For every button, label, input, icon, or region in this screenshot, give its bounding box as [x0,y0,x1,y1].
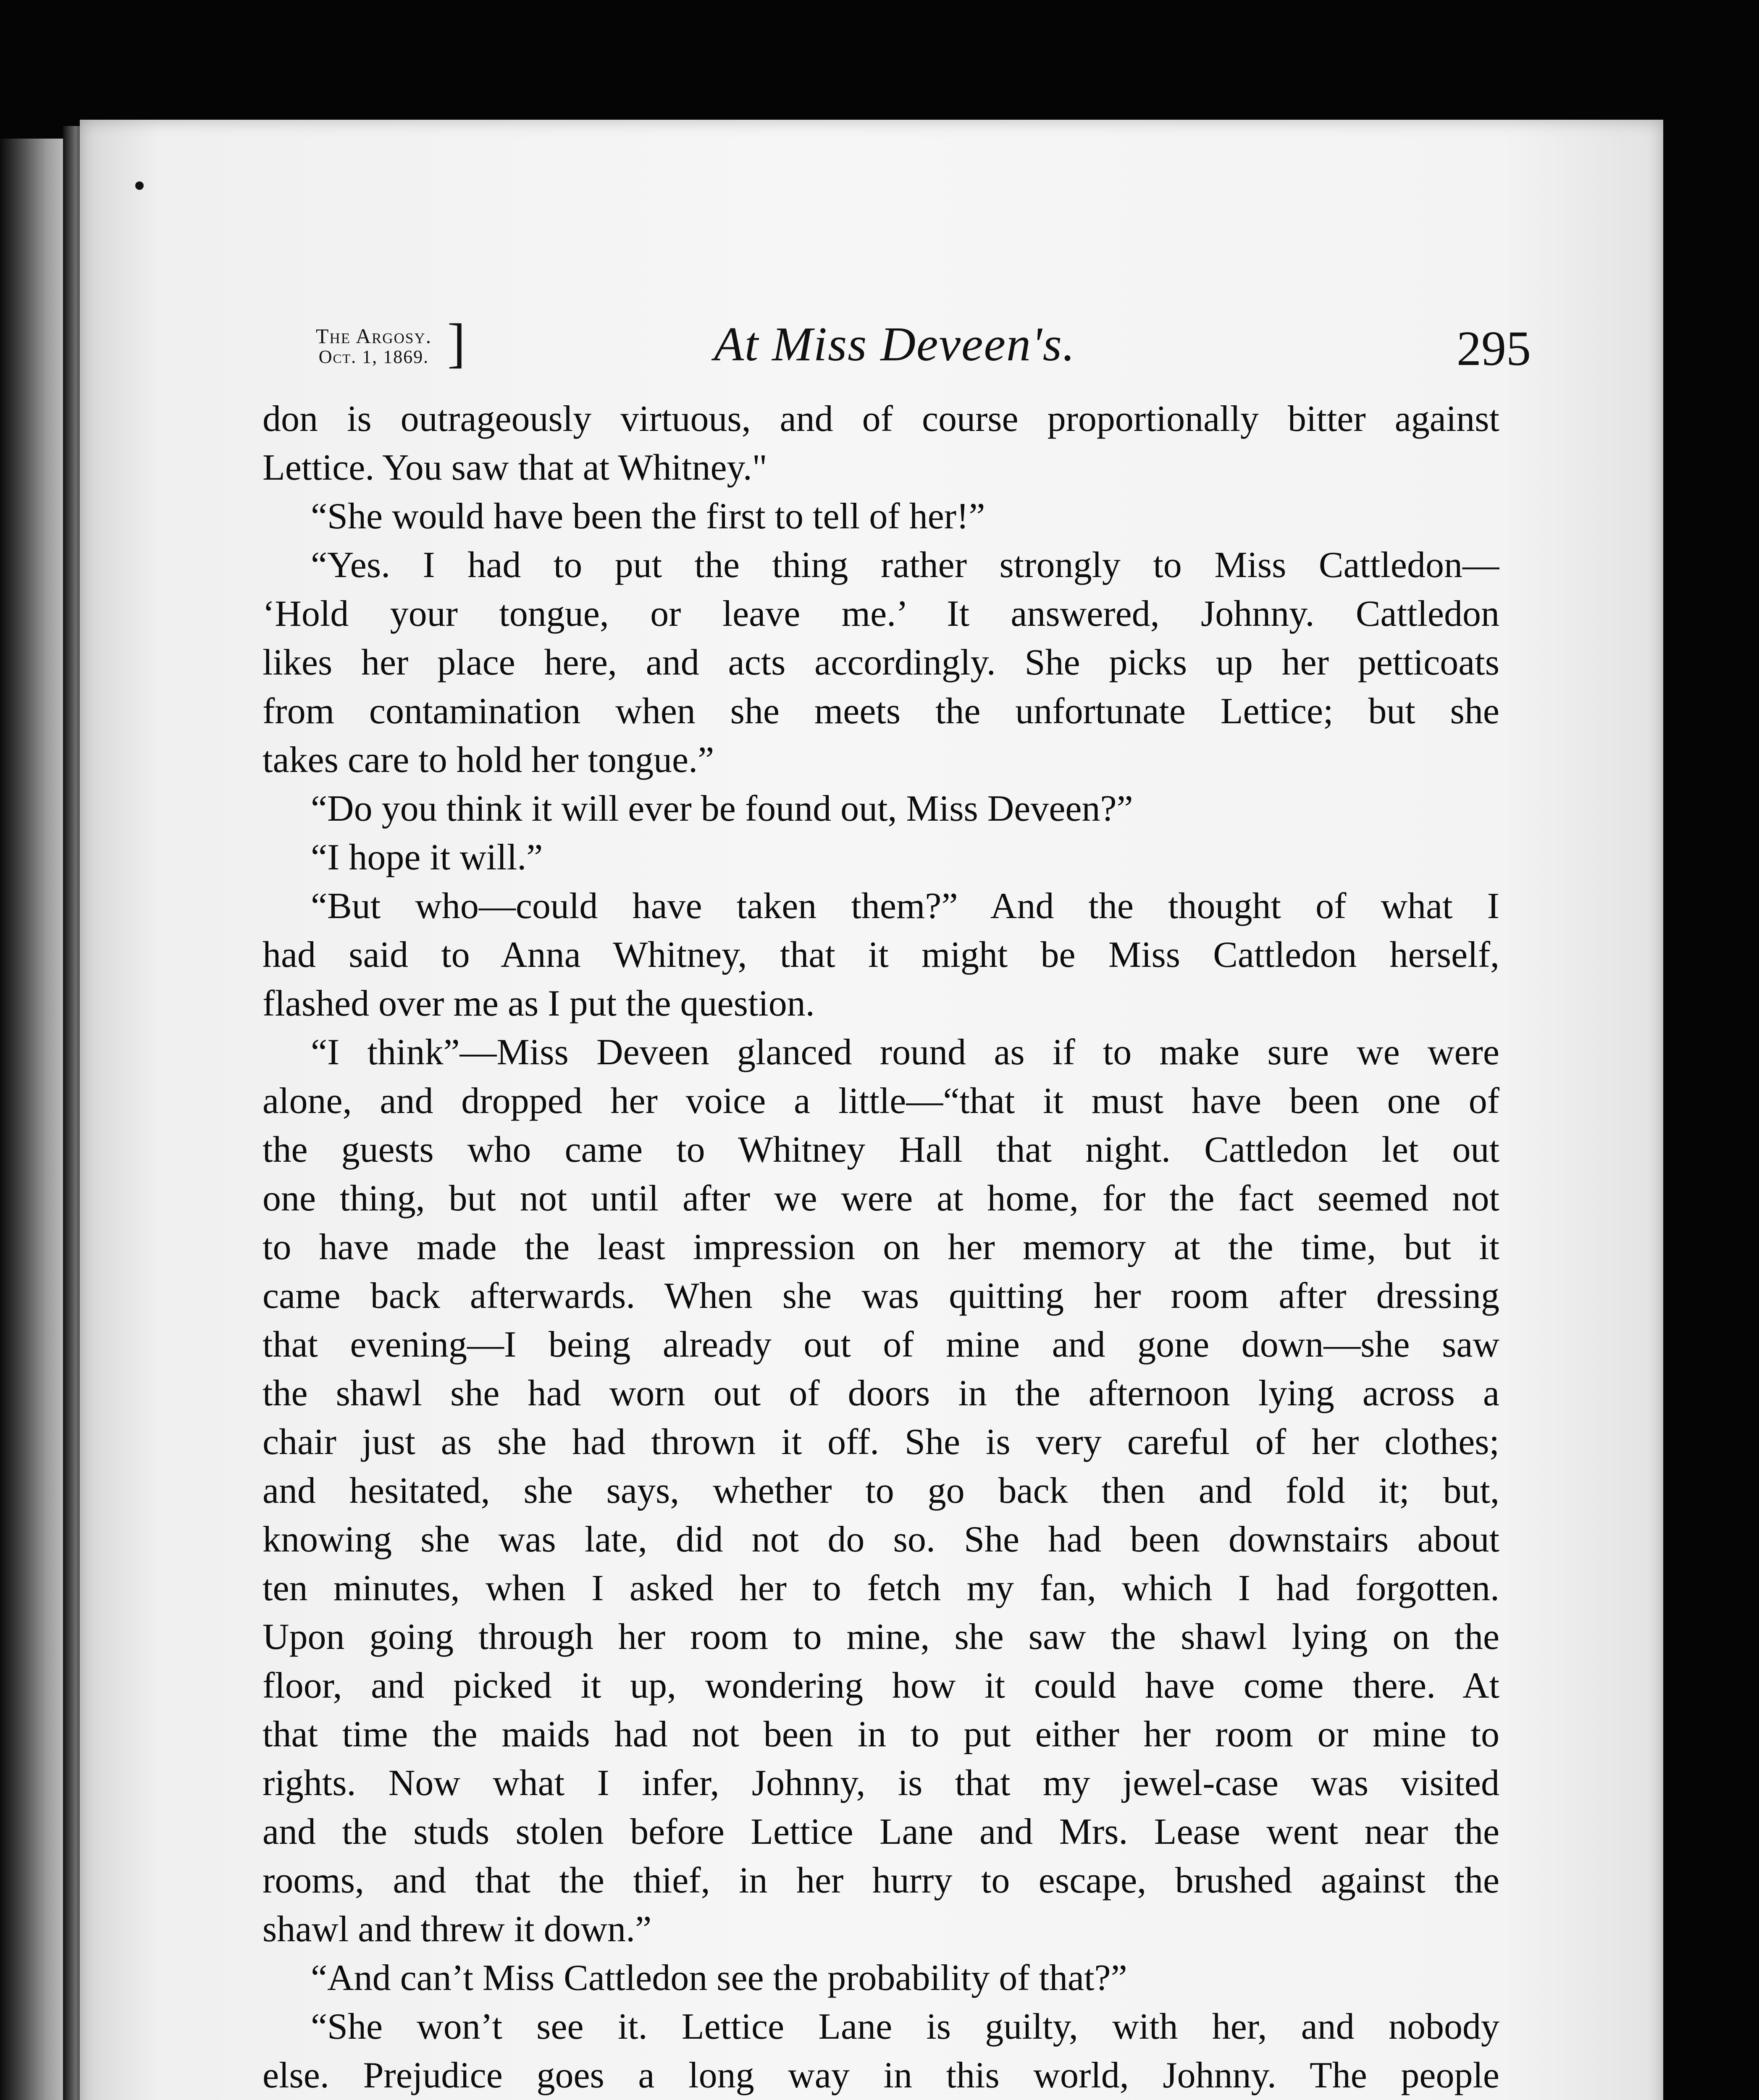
text-line: shawl and threw it down.” [263,1909,652,1950]
text-line: knowing she was late, did not do so. She had been downstairs about [263,1519,1499,1560]
text-line: rooms, and that the thief, in her hurry to escape, brushed against the [263,1860,1499,1901]
text-line: that time the maids had not been in to put either her room or mine to [263,1714,1499,1755]
text-line: from contamination when she meets the unfortunate Lettice; but she [263,691,1499,732]
text-line: one thing, but not until after we were at home, for the fact seemed not [263,1178,1499,1219]
text-line: to have made the least impression on her memory at the time, but it [263,1227,1499,1268]
text-line: “But who—could have taken them?” And the thought of what I [311,886,1499,927]
text-line: the shawl she had worn out of doors in the afternoon lying across a [263,1373,1499,1414]
text-line: and the studs stolen before Lettice Lane and Mrs. Lease went near the [263,1811,1499,1852]
text-line: takes care to hold her tongue.” [263,740,714,780]
periodical-name: The Argosy. [315,324,432,348]
text-line: the guests who came to Whitney Hall that night. Cattledon let out [263,1129,1499,1170]
text-line: don is outrageously virtuous, and of course proportionally bitter against [263,399,1499,439]
text-line: Upon going through her room to mine, she saw the shawl lying on the [263,1617,1499,1657]
text-line: came back afterwards. When she was quitting her room after dressing [263,1276,1499,1316]
text-line: had said to Anna Whitney, that it might be Miss Cattledon herself, [263,934,1499,975]
facing-page-edge [0,139,71,2100]
text-line: chair just as she had thrown it off. She is very careful of her clothes; [263,1422,1499,1462]
text-line: rights. Now what I infer, Johnny, is that my jewel-case was visited [263,1763,1499,1803]
text-line: “She won’t see it. Lettice Lane is guilty, with her, and nobody [311,2006,1499,2047]
text-line: “I hope it will.” [311,837,543,878]
body-text [263,395,1499,2100]
running-title: At Miss Deveen's. [714,318,1076,371]
text-line: else. Prejudice goes a long way in this world, Johnny. The people [263,2055,1499,2096]
text-line: floor, and picked it up, wondering how it could have come there. At [263,1665,1499,1706]
text-line: Lettice. You saw that at Whitney." [263,447,767,488]
text-line: flashed over me as I put the question. [263,983,815,1024]
text-line: alone, and dropped her voice a little—“that it must have been one of [263,1081,1499,1121]
text-line: “And can’t Miss Cattledon see the probability of that?” [311,1958,1127,1998]
citation-bracket: ] [447,313,466,373]
text-line: ten minutes, when I asked her to fetch my fan, which I had forgotten. [263,1568,1499,1609]
text-line: “Do you think it will ever be found out, Miss Deveen?” [311,788,1133,829]
periodical-citation [286,326,462,368]
page-number: 295 [1457,321,1531,376]
text-line: “She would have been the first to tell of her!” [311,496,985,537]
text-line: likes her place here, and acts accordingly. She picks up her petticoats [263,642,1499,683]
text-line: “Yes. I had to put the thing rather strongly to Miss Cattledon— [311,545,1499,585]
text-line: that evening—I being already out of mine and gone down—she saw [263,1324,1499,1365]
text-line: “I think”—Miss Deveen glanced round as if to make sure we were [311,1032,1499,1073]
text-line: ‘Hold your tongue, or leave me.’ It answered, Johnny. Cattledon [263,593,1499,634]
periodical-date: Oct. 1, 1869. [318,346,429,367]
text-line: and hesitated, she says, whether to go back then and fold it; but, [263,1470,1499,1511]
page-speck [135,181,144,190]
